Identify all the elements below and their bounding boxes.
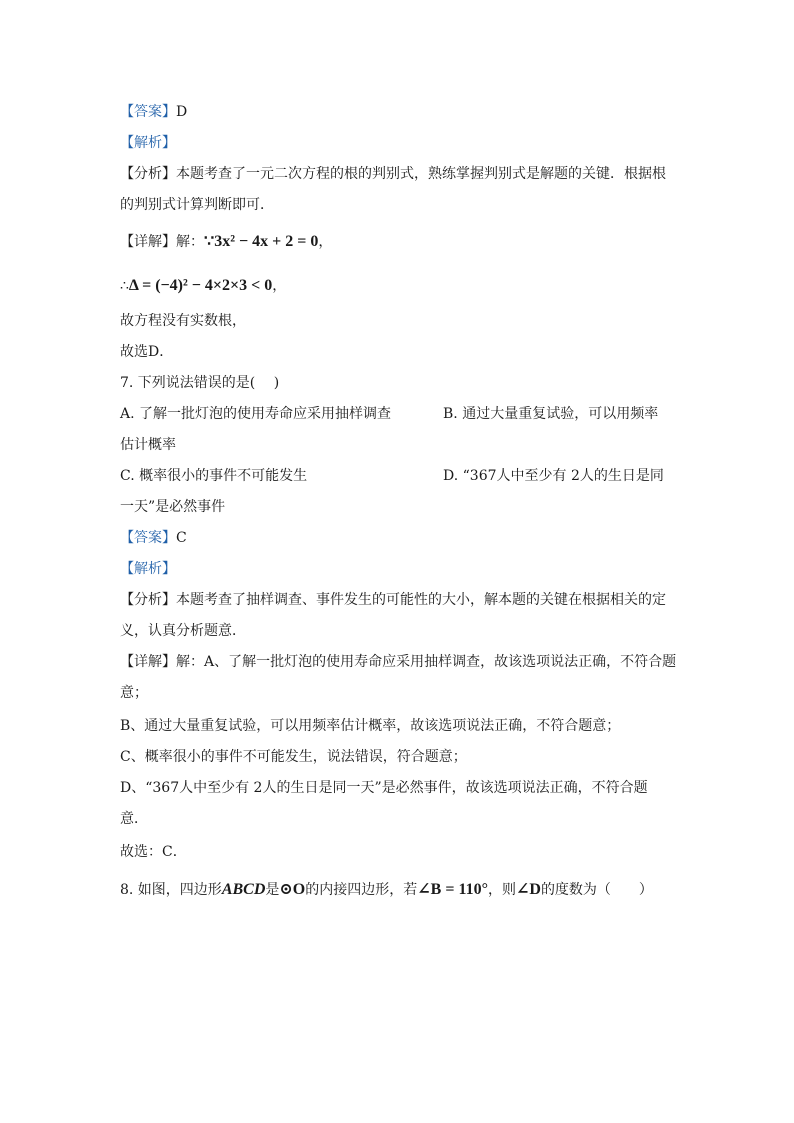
- q6-detail-line: [120, 232, 332, 252]
- angle-d: ∠D: [515, 881, 541, 898]
- fenxi-tag: 【分析】: [120, 166, 176, 182]
- q8-then: ，则: [487, 882, 516, 898]
- q7-detail-c: C、概率很小的事件不可能发生，说法错误，符合题意；: [120, 749, 467, 765]
- q7-option-a: A. 了解一批灯泡的使用寿命应采用抽样调查: [120, 406, 392, 422]
- q7-option-d-line1: D. “367人中至少有 2人的生日是同: [443, 468, 664, 484]
- q7-detail-b: B、通过大量重复试验，可以用频率估计概率，故该选项说法正确，不符合题意；: [120, 718, 621, 734]
- q8-ask: 的度数为（ ）: [540, 882, 653, 898]
- q7-detail-d-line2: 意．: [120, 811, 148, 827]
- q8-number: 8. 如图，四边形: [120, 882, 222, 898]
- fenxi-text: 本题考查了抽样调查、事件发生的可能性的大小，解本题的关键在根据相关的定: [176, 592, 666, 608]
- q7-choose: 故选：C．: [120, 844, 187, 860]
- because-symbol: ∵: [204, 233, 215, 250]
- fenxi-text: 本题考查了一元二次方程的根的判别式，熟练掌握判别式是解题的关键．根据根: [176, 166, 666, 182]
- q7-answer-line: [120, 528, 187, 548]
- answer-value: C: [176, 530, 187, 546]
- detail-prefix: 解：: [176, 234, 204, 250]
- q7-detail-a-line1: [120, 652, 676, 672]
- quadrilateral-name: ABCD: [221, 881, 266, 898]
- q6-answer-line: [120, 102, 187, 122]
- comma: ，: [318, 234, 333, 250]
- q8-is: 是: [265, 882, 280, 898]
- equation: 3x² − 4x + 2 = 0: [214, 233, 319, 250]
- q7-detail-d-line1: D、“367人中至少有 2人的生日是同一天”是必然事件，故该选项说法正确，不符合题: [120, 780, 648, 796]
- q7-option-c: C. 概率很小的事件不可能发生: [120, 468, 308, 484]
- detail-a-text: 解：A、了解一批灯泡的使用寿命应采用抽样调查，故该选项说法正确，不符合题: [176, 654, 677, 670]
- angle-b: ∠B = 110°: [417, 881, 488, 898]
- q6-fenxi-line1: [120, 164, 666, 184]
- detail-tag: 【详解】: [120, 234, 176, 250]
- q6-conclusion: 故方程没有实数根，: [120, 313, 246, 329]
- q7-option-d-line2: 一天”是必然事件: [120, 499, 226, 515]
- circle-symbol: ⊙O: [279, 881, 306, 898]
- q7-stem: 7. 下列说法错误的是( ): [120, 375, 280, 391]
- answer-value: D: [176, 104, 188, 120]
- fenxi-tag: 【分析】: [120, 592, 176, 608]
- q7-option-b-line1: B. 通过大量重复试验，可以用频率: [443, 406, 659, 422]
- q6-choose: 故选D．: [120, 344, 174, 360]
- comma: ，: [272, 278, 287, 294]
- q7-option-b-line2: 估计概率: [120, 437, 176, 453]
- q7-fenxi-line1: [120, 590, 666, 610]
- q8-stem: [120, 880, 653, 900]
- answer-tag: 【答案】: [120, 104, 176, 120]
- therefore-symbol: ∴: [120, 278, 129, 294]
- detail-tag: 【详解】: [120, 654, 176, 670]
- q7-fenxi-line2: 义，认真分析题意．: [120, 623, 246, 639]
- q6-fenxi-line2: 的判别式计算判断即可．: [120, 197, 274, 213]
- q7-detail-a-line2: 意；: [120, 685, 148, 701]
- q7-analysis-tag: 【解析】: [120, 561, 176, 577]
- discriminant: Δ = (−4)² − 4×2×3 < 0: [128, 277, 273, 294]
- q6-analysis-tag: 【解析】: [120, 135, 176, 151]
- answer-tag: 【答案】: [120, 530, 176, 546]
- q8-inscribed: 的内接四边形，若: [305, 882, 418, 898]
- q6-discriminant-line: [120, 276, 286, 296]
